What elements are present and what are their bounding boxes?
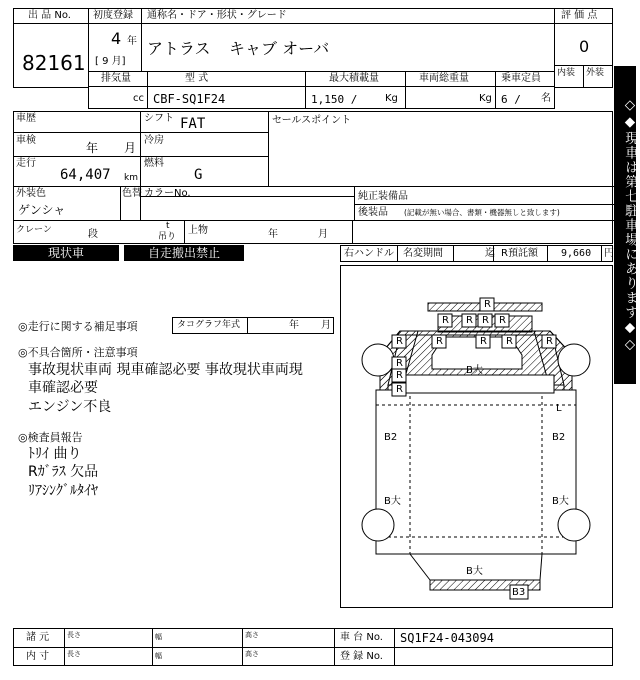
damage-b-dai-right: B大	[552, 496, 569, 507]
r-mark: R	[499, 315, 506, 326]
car-type: キャブ オーバ	[229, 39, 330, 58]
damage-b2-right: B2	[552, 432, 566, 443]
defect-line-1: 事故現状車両 現車確認必要 事故現状車両現	[28, 362, 303, 378]
yen-unit: 円	[604, 248, 614, 259]
ext-color-label: 外装色	[16, 188, 46, 199]
sales-point-label: セールスポイント	[272, 115, 352, 126]
damage-b-dai-rear: B大	[466, 566, 483, 577]
report-line-2: Rｶﾞﾗｽ 欠品	[28, 464, 99, 480]
r-mark: R	[466, 315, 473, 326]
upper-month-unit: 月	[318, 229, 328, 240]
chassis-number: SQ1F24-043094	[400, 631, 494, 645]
spec-row	[88, 71, 555, 109]
genuine-equipment-label: 純正装備品	[358, 191, 408, 202]
inspection-label: 車検	[16, 135, 36, 146]
length-label: 長さ	[67, 631, 81, 639]
title-box	[88, 8, 555, 72]
shift-value: FAT	[180, 116, 206, 132]
self-drive-prohibited-badge: 自走搬出禁止	[124, 245, 244, 261]
inspection-year-unit: 年	[86, 141, 99, 155]
aftermarket-label: 後装品	[358, 207, 388, 218]
shift-label: シフト	[144, 113, 174, 124]
capacity-value: 6 /	[501, 93, 521, 106]
damage-b3: B3	[512, 587, 526, 598]
height-label: 高さ	[245, 631, 259, 639]
color-code-label: カラーNo.	[144, 188, 191, 199]
r-mark: R	[484, 299, 491, 310]
tacho-year-unit: 年	[289, 320, 299, 331]
model-label: 型 式	[185, 73, 209, 84]
upper-year-unit: 年	[268, 229, 278, 240]
r-mark: R	[506, 336, 513, 347]
mileage-value: 64,407	[60, 167, 111, 183]
front-left-wheel	[362, 344, 394, 376]
registration-label: 登 録 No.	[340, 651, 383, 662]
color-change-label: 色替	[122, 188, 142, 199]
until-label: 迄	[485, 248, 495, 259]
spec-label: 諸 元	[26, 632, 50, 643]
inner-size-label: 内 寸	[26, 651, 50, 662]
damage-b-dai-cab: B大	[466, 365, 483, 376]
r-mark: R	[482, 315, 489, 326]
model-code: CBF-SQ1F24	[153, 92, 226, 106]
lot-box	[13, 8, 89, 88]
score-value: 0	[579, 37, 590, 56]
score-label: 評 価 点	[561, 10, 598, 21]
crane-step-label: 段	[88, 229, 98, 240]
gross-weight-label: 車両総重量	[419, 73, 469, 84]
inspection-month-unit: 月	[124, 141, 137, 155]
reg-year-unit: 年	[127, 36, 137, 47]
inner-width-label: 幅	[155, 652, 162, 660]
r-mark: R	[396, 336, 403, 347]
r-mark: R	[546, 336, 553, 347]
tacho-label: タコグラフ年式	[177, 320, 241, 330]
damage-l-mark: L	[556, 403, 562, 414]
r-mark: R	[396, 384, 403, 395]
car-name: アトラス	[147, 39, 211, 58]
inner-height-label: 高さ	[245, 650, 259, 658]
inner-length-label: 長さ	[67, 650, 81, 658]
gross-weight-unit: Kg	[479, 93, 492, 104]
ext-color-value: ゲンシャ	[18, 203, 66, 217]
max-load-unit: Kg	[385, 93, 398, 104]
reg-month: [ 9 月]	[95, 56, 126, 67]
max-load-value: 1,150 /	[311, 93, 358, 106]
recycle-value: 9,660	[561, 248, 592, 259]
exterior-grade-label: 外装	[586, 68, 605, 78]
driving-notes-label: ◎走行に関する補足事項	[18, 320, 138, 333]
report-line-3: ﾘｱｼﾝｸﾞﾙﾀｲﾔ	[28, 483, 98, 499]
r-mark: R	[396, 370, 403, 381]
report-line-1: ﾄﾘｲ 曲り	[28, 446, 82, 462]
aftermarket-note: (記載が無い場合、書類・機器無しと致します)	[404, 208, 560, 217]
displacement-label: 排気量	[101, 73, 131, 84]
crane-suspend-label: 吊り	[158, 232, 177, 242]
max-load-label: 最大積載量	[329, 73, 379, 84]
cab-rear-box	[398, 375, 554, 393]
score-box	[554, 8, 613, 88]
steering-label: 右ハンドル	[344, 248, 394, 259]
inspector-report-label: ◎検査員報告	[18, 431, 83, 444]
tacho-box	[172, 317, 334, 334]
interior-grade-label: 内装	[557, 68, 576, 78]
fuel-value: G	[194, 167, 203, 183]
damage-b-dai-left: B大	[384, 496, 401, 507]
mileage-unit: km	[124, 173, 138, 183]
cc-unit: cc	[133, 93, 144, 104]
status-row	[340, 245, 613, 262]
current-condition-badge: 現状車	[13, 245, 119, 261]
crane-label: クレーン	[16, 225, 52, 235]
r-mark: R	[396, 358, 403, 369]
upper-structure-label: 上物	[188, 225, 208, 236]
crane-ton-label: t	[166, 221, 170, 231]
front-right-wheel	[558, 344, 590, 376]
name-label: 通称名・ドア・形状・グレード	[147, 10, 287, 21]
aircon-label: 冷房	[144, 135, 164, 146]
damage-b2-left: B2	[384, 432, 398, 443]
defect-line-2: 車確認必要	[28, 380, 98, 396]
vehicle-diagram	[340, 265, 613, 608]
reg-year: 4	[111, 29, 122, 48]
chassis-label: 車 台 No.	[340, 632, 383, 643]
width-label: 幅	[155, 633, 162, 641]
recycle-label: R預託額	[501, 248, 538, 259]
r-mark: R	[436, 336, 443, 347]
rear-left-wheel	[362, 509, 394, 541]
side-banner-text: ◇◆現車は第七駐車場にあります◆◇	[622, 96, 638, 354]
r-mark: R	[480, 336, 487, 347]
fuel-label: 燃料	[144, 158, 164, 169]
first-reg-label: 初度登録	[93, 10, 133, 21]
mileage-label: 走行	[16, 158, 36, 169]
rear-right-wheel	[558, 509, 590, 541]
name-change-label: 名変期間	[403, 248, 443, 259]
r-mark: R	[442, 315, 449, 326]
tacho-month-unit: 月	[321, 320, 331, 331]
lot-label: 出 品 No.	[28, 10, 71, 21]
lot-number: 82161	[22, 51, 86, 75]
defect-line-3: エンジン不良	[28, 399, 112, 415]
defects-label: ◎不具合箇所・注意事項	[18, 346, 138, 359]
footer-table	[13, 628, 613, 666]
history-label: 車歴	[16, 113, 36, 124]
capacity-label: 乗車定員	[501, 73, 541, 84]
details-grid	[13, 111, 613, 244]
cargo-body	[376, 390, 576, 554]
capacity-unit: 名	[541, 93, 551, 104]
